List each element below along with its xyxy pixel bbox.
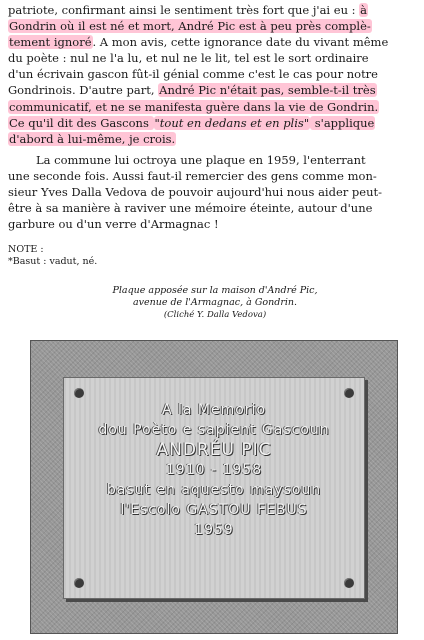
paragraph-1 (8, 2, 416, 147)
screw-icon (344, 388, 354, 398)
plaque-line: A la Memorio (161, 402, 267, 418)
note-text: *Basut : vadut, né. (8, 256, 98, 267)
text-line: Gondrin où il est né et mort, André Pic est à peu près complè- (9, 19, 371, 34)
text-line: Gondrinois. D'autre part, André Pic n'était pas, semble-t-il très (8, 83, 376, 98)
text-line: une seconde fois. Aussi faut-il remercier des gens comme mon- (8, 169, 377, 184)
paragraph-2 (8, 152, 416, 232)
plaque-line: basut en aquesto maysoun (106, 482, 322, 498)
text-line: Ce qu'il dit des Gascons "tout en dedans et en plis" s'applique (9, 115, 375, 130)
text-line: communicatif, et ne se manifesta guère dans la vie de Gondrin. (9, 99, 379, 114)
text-line: d'abord à lui-même, je crois. (9, 131, 176, 146)
text-line: patriote, confirmant ainsi le sentiment très fort que j'ai eu : à (8, 3, 368, 17)
text-line: La commune lui octroya une plaque en 1959, l'enterrant (36, 153, 366, 167)
plaque-photo (30, 340, 398, 634)
caption-line: Plaque apposée sur la maison d'André Pic, (112, 285, 318, 296)
plaque-name: ANDRÉU PIC (156, 440, 272, 460)
text-line: tement ignoré. A mon avis, cette ignorance date du vivant même (9, 35, 389, 50)
screw-icon (74, 388, 84, 398)
text-line: être à sa manière à raviver une mémoire éteinte, autour d'une (8, 201, 373, 216)
photo-caption (80, 285, 350, 321)
footnote (8, 244, 97, 268)
screw-icon (74, 578, 84, 588)
text-line: sieur Yves Dalla Vedova de pouvoir aujourd'hui nous aider peut- (8, 185, 383, 200)
caption-credit: (Cliché Y. Dalla Vedova) (163, 310, 267, 320)
plaque-line: l'Escolo GASTOU FEBUS (120, 502, 308, 518)
text-line: du poète : nul ne l'a lu, et nul ne le lit, tel est le sort ordinaire (8, 51, 369, 66)
screw-icon (344, 578, 354, 588)
note-heading: NOTE : (8, 244, 44, 255)
plaque-dates: 1910 - 1958 (165, 462, 263, 478)
text-line: garbure ou d'un verre d'Armagnac ! (8, 217, 219, 232)
text-line: d'un écrivain gascon fût-il génial comme c'est le cas pour notre (8, 67, 378, 82)
commemorative-plaque (63, 377, 365, 599)
caption-line: avenue de l'Armagnac, à Gondrin. (132, 297, 298, 308)
plaque-line: dou Poèto e sapient Gascoun (98, 422, 330, 438)
plaque-year: 1959 (194, 522, 234, 538)
plaque-inscription (64, 400, 364, 540)
